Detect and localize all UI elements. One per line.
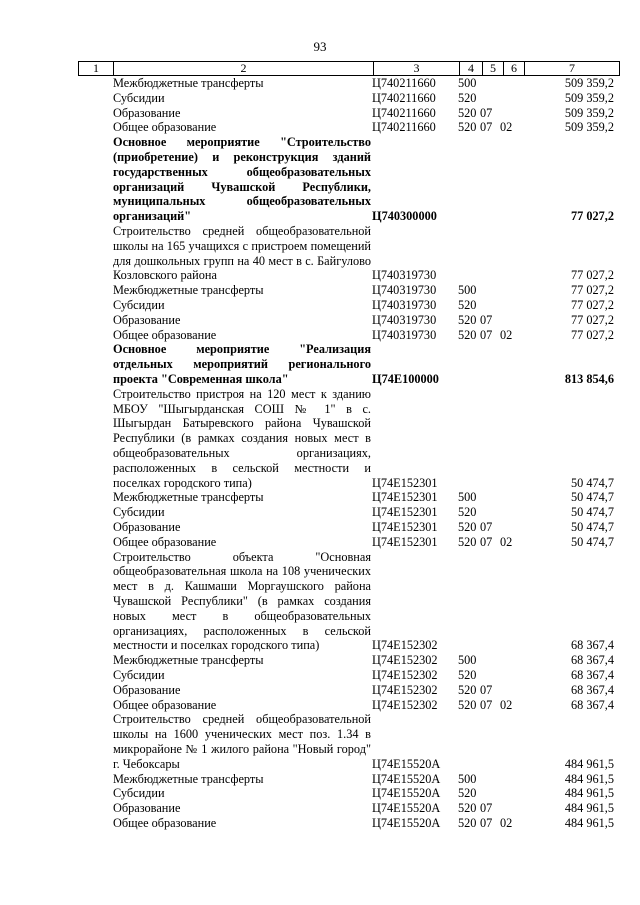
column-header-3: 3 <box>374 62 460 76</box>
table-row <box>0 387 640 491</box>
row-section: 520 <box>458 105 477 120</box>
row-section: 500 <box>458 76 477 90</box>
table-row <box>0 668 640 683</box>
row-code: Ц74Е100000 <box>372 371 439 386</box>
row-code: Ц74Е15520А <box>372 786 441 801</box>
row-name: Межбюджетные трансферты <box>113 771 264 786</box>
row-section: 520 <box>458 120 477 135</box>
row-code: Ц740300000 <box>372 209 437 224</box>
row-amount: 509 359,2 <box>564 120 614 135</box>
row-name: Образование <box>113 801 181 816</box>
row-code: Ц74Е152302 <box>372 667 438 682</box>
row-section: 520 <box>458 697 477 712</box>
row-amount: 68 367,4 <box>570 697 614 712</box>
table-row <box>0 298 640 313</box>
row-code: Ц740211660 <box>372 105 436 120</box>
row-code: Ц74Е152301 <box>372 534 438 549</box>
row-name: Основное мероприятие "Строительство (приобретение) и реконструкция зданий государственных общеобразовательных организаций Чувашской Республики, муниципальных общеобразовательных организаций" <box>113 135 371 224</box>
row-name: Образование <box>113 105 181 120</box>
row-section: 520 <box>458 519 477 534</box>
table-row <box>0 135 640 224</box>
column-header-row <box>79 62 620 76</box>
row-amount: 484 961,5 <box>564 756 614 771</box>
row-subsection-2: 02 <box>500 697 513 712</box>
row-name: Строительство средней общеобразовательной школы на 165 учащихся с пристроем помещений для дошкольных групп на 40 мест в с. Байгулово Козловского района <box>113 223 371 283</box>
row-section: 520 <box>458 90 477 105</box>
row-amount: 50 474,7 <box>570 519 614 534</box>
row-code: Ц740319730 <box>372 268 437 283</box>
table-row <box>0 224 640 283</box>
row-name: Образование <box>113 682 181 697</box>
row-subsection: 07 <box>480 534 493 549</box>
table-row <box>0 786 640 801</box>
row-amount: 509 359,2 <box>564 90 614 105</box>
row-name: Общее образование <box>113 120 217 135</box>
row-amount: 77 027,2 <box>570 283 614 298</box>
row-code: Ц74Е152301 <box>372 519 438 534</box>
table-row <box>0 550 640 654</box>
row-section: 520 <box>458 297 477 312</box>
column-header-1: 1 <box>79 62 114 76</box>
row-section: 500 <box>458 490 477 505</box>
page-number: 93 <box>313 39 327 54</box>
row-section: 520 <box>458 312 477 327</box>
row-amount: 484 961,5 <box>564 815 614 830</box>
row-subsection: 07 <box>480 697 493 712</box>
table-row <box>0 313 640 328</box>
row-amount: 68 367,4 <box>570 667 614 682</box>
row-subsection: 07 <box>480 120 493 135</box>
row-subsection: 07 <box>480 312 493 327</box>
row-name: Межбюджетные трансферты <box>113 490 264 505</box>
row-subsection-2: 02 <box>500 120 513 135</box>
row-amount: 50 474,7 <box>570 490 614 505</box>
row-subsection-2: 02 <box>500 327 513 342</box>
row-amount: 50 474,7 <box>570 534 614 549</box>
row-name: Образование <box>113 312 181 327</box>
row-code: Ц740211660 <box>372 90 436 105</box>
row-name: Субсидии <box>113 667 165 682</box>
row-name: Общее образование <box>113 327 217 342</box>
row-subsection: 07 <box>480 682 493 697</box>
table-row <box>0 490 640 505</box>
row-section: 520 <box>458 534 477 549</box>
row-code: Ц74Е152302 <box>372 653 438 668</box>
budget-table-body <box>0 76 640 831</box>
column-header-2: 2 <box>114 62 374 76</box>
row-name: Общее образование <box>113 534 217 549</box>
table-row <box>0 801 640 816</box>
row-subsection: 07 <box>480 105 493 120</box>
table-row <box>0 816 640 831</box>
row-name: Строительство пристроя на 120 мест к зданию МБОУ "Шыгырданская СОШ № 1" в с. Шыгырдан Батыревского района Чувашской Республики (в рамках создания новых мест в общеобразовательных организациях, расположенных в сельской местности и поселках городского типа) <box>113 386 371 490</box>
row-code: Ц74Е15520А <box>372 815 441 830</box>
row-section: 520 <box>458 505 477 520</box>
table-row <box>0 535 640 550</box>
column-header-6: 6 <box>504 62 525 76</box>
row-name: Межбюджетные трансферты <box>113 76 264 90</box>
table-row <box>0 283 640 298</box>
row-subsection: 07 <box>480 801 493 816</box>
table-row <box>0 683 640 698</box>
row-name: Субсидии <box>113 505 165 520</box>
row-code: Ц74Е152302 <box>372 638 438 653</box>
row-amount: 484 961,5 <box>564 786 614 801</box>
column-header-table <box>78 61 620 76</box>
row-amount: 68 367,4 <box>570 653 614 668</box>
row-name: Межбюджетные трансферты <box>113 283 264 298</box>
table-row <box>0 772 640 787</box>
column-header-4: 4 <box>460 62 483 76</box>
row-name: Субсидии <box>113 90 165 105</box>
column-header-7: 7 <box>525 62 620 76</box>
row-section: 520 <box>458 786 477 801</box>
row-amount: 77 027,2 <box>570 297 614 312</box>
row-subsection-2: 02 <box>500 534 513 549</box>
row-code: Ц740211660 <box>372 76 436 90</box>
row-section: 520 <box>458 682 477 697</box>
row-name: Образование <box>113 519 181 534</box>
row-name: Строительство объекта "Основная общеобразовательная школа на 108 ученических мест в д. Кашмаши Моргаушского района Чувашской Республики" (в рамках создания новых мест в общеобразовательных организациях, расположенных в сельской местности и поселках городского типа) <box>113 549 371 653</box>
row-amount: 813 854,6 <box>564 371 614 386</box>
row-name: Общее образование <box>113 815 217 830</box>
table-row <box>0 120 640 135</box>
row-name: Межбюджетные трансферты <box>113 653 264 668</box>
row-code: Ц740211660 <box>372 120 436 135</box>
row-code: Ц740319730 <box>372 312 437 327</box>
row-name: Общее образование <box>113 697 217 712</box>
row-subsection: 07 <box>480 519 493 534</box>
table-row <box>0 520 640 535</box>
row-code: Ц74Е152301 <box>372 475 438 490</box>
table-row <box>0 712 640 771</box>
row-subsection-2: 02 <box>500 815 513 830</box>
row-code: Ц74Е152302 <box>372 697 438 712</box>
row-subsection: 07 <box>480 815 493 830</box>
row-amount: 50 474,7 <box>570 505 614 520</box>
row-subsection: 07 <box>480 327 493 342</box>
row-amount: 50 474,7 <box>570 475 614 490</box>
row-code: Ц74Е152301 <box>372 505 438 520</box>
row-amount: 484 961,5 <box>564 801 614 816</box>
row-code: Ц740319730 <box>372 297 437 312</box>
row-name: Строительство средней общеобразовательной школы на 1600 ученических мест поз. 1.34 в микрорайоне № 1 жилого района "Новый город" г. Чебоксары <box>113 712 371 771</box>
row-section: 520 <box>458 667 477 682</box>
table-row <box>0 106 640 121</box>
table-row <box>0 653 640 668</box>
row-amount: 77 027,2 <box>570 327 614 342</box>
column-header-5: 5 <box>483 62 504 76</box>
row-code: Ц74Е15520А <box>372 771 441 786</box>
row-code: Ц74Е152301 <box>372 490 438 505</box>
table-row <box>0 342 640 386</box>
row-code: Ц740319730 <box>372 283 437 298</box>
table-row <box>0 328 640 343</box>
table-row <box>0 76 640 91</box>
row-code: Ц74Е15520А <box>372 756 441 771</box>
row-section: 500 <box>458 283 477 298</box>
table-row <box>0 698 640 713</box>
row-name: Субсидии <box>113 297 165 312</box>
row-section: 520 <box>458 815 477 830</box>
row-section: 500 <box>458 771 477 786</box>
row-code: Ц74Е152302 <box>372 682 438 697</box>
row-amount: 77 027,2 <box>570 312 614 327</box>
row-amount: 77 027,2 <box>570 268 614 283</box>
row-section: 520 <box>458 327 477 342</box>
row-amount: 484 961,5 <box>564 771 614 786</box>
row-amount: 68 367,4 <box>570 638 614 653</box>
row-amount: 509 359,2 <box>564 105 614 120</box>
row-section: 500 <box>458 653 477 668</box>
row-amount: 77 027,2 <box>570 209 614 224</box>
row-code: Ц74Е15520А <box>372 801 441 816</box>
table-row <box>0 91 640 106</box>
row-name: Основное мероприятие "Реализация отдельных мероприятий регионального проекта "Современная школа" <box>113 342 371 386</box>
row-section: 520 <box>458 801 477 816</box>
row-code: Ц740319730 <box>372 327 437 342</box>
row-amount: 509 359,2 <box>564 76 614 90</box>
table-row <box>0 505 640 520</box>
row-name: Субсидии <box>113 786 165 801</box>
row-amount: 68 367,4 <box>570 682 614 697</box>
